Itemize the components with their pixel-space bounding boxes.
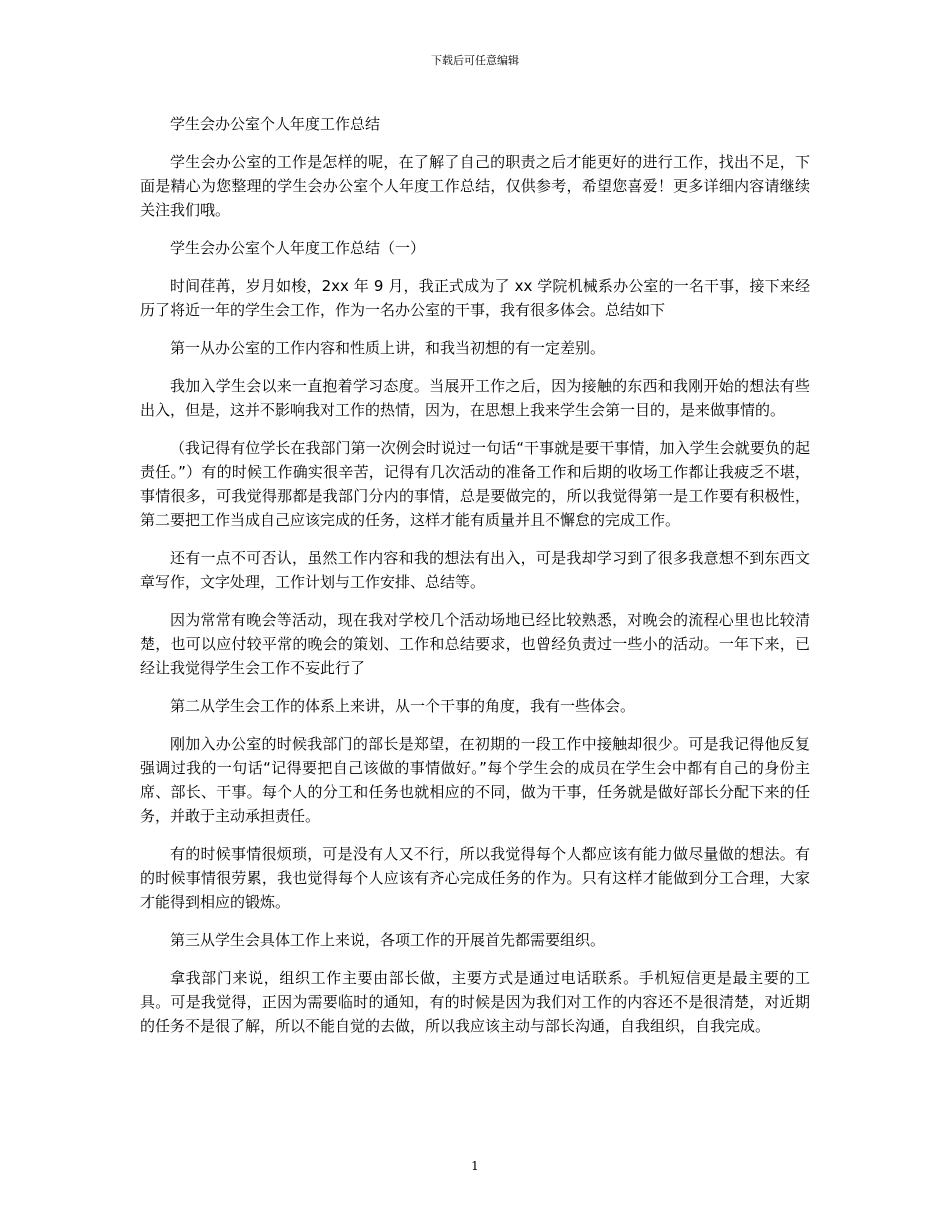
document-title-paragraph: 学生会办公室个人年度工作总结	[170, 115, 381, 133]
body-paragraph: 我加入学生会以来一直抱着学习态度。当展开工作之后，因为接触的东西和我刚开始的想法有些出入，但是，这并不影响我对工作的热情，因为，在思想上我来学生会第一目的，是来做事情的。	[140, 377, 810, 419]
body-paragraph: 因为常常有晚会等活动，现在我对学校几个活动场地已经比较熟悉，对晚会的流程心里也比较清楚，也可以应付较平常的晚会的策划、工作和总结要求，也曾经负责过一些小的活动。一年下来，已经让我觉得学生会工作不妄此行了	[140, 611, 810, 677]
point-heading-paragraph: 第二从学生会工作的体系上来讲，从一个干事的角度，我有一些体会。	[170, 697, 636, 715]
page-number: 1	[471, 1159, 479, 1173]
point-heading-paragraph: 第三从学生会具体工作上来说，各项工作的开展首先都需要组织。	[170, 931, 606, 949]
point-heading-paragraph: 第一从办公室的工作内容和性质上讲，和我当初想的有一定差别。	[170, 339, 606, 357]
document-body	[140, 112, 810, 1052]
body-paragraph: 时间荏苒，岁月如梭，2xx 年 9 月，我正式成为了 xx 学院机械系办公室的一名干事，接下来经历了将近一年的学生会工作，作为一名办公室的干事，我有很多体会。总结如下	[140, 277, 810, 319]
page-header: 下载后可任意编辑	[431, 54, 519, 67]
body-paragraph: 刚加入办公室的时候我部门的部长是郑望，在初期的一段工作中接触却很少。可是我记得他反复强调过我的一句话“记得要把自己该做的事情做好。”每个学生会的成员在学生会中都有自己的身份主席、部长、干事。每个人的分工和任务也就相应的不同，做为干事，任务就是做好部长分配下来的任务，并敢于主动承担责任。	[140, 735, 810, 825]
body-paragraph: 还有一点不可否认，虽然工作内容和我的想法有出入，可是我却学习到了很多我意想不到东西文章写作，文字处理，工作计划与工作安排、总结等。	[140, 549, 810, 591]
body-paragraph: 有的时候事情很烦琐，可是没有人又不行，所以我觉得每个人都应该有能力做尽量做的想法。有的时候事情很劳累，我也觉得每个人应该有齐心完成任务的作为。只有这样才能做到分工合理，大家才能得到相应的锻炼。	[140, 845, 810, 911]
body-paragraph: 拿我部门来说，组织工作主要由部长做，主要方式是通过电话联系。手机短信更是最主要的工具。可是我觉得，正因为需要临时的通知，有的时候是因为我们对工作的内容还不是很清楚，对近期的任务不是很了解，所以不能自觉的去做，所以我应该主动与部长沟通，自我组织，自我完成。	[140, 969, 810, 1035]
intro-paragraph: 学生会办公室的工作是怎样的呢，在了解了自己的职责之后才能更好的进行工作，找出不足，下面是精心为您整理的学生会办公室个人年度工作总结，仅供参考，希望您喜爱！更多详细内容请继续关注我们哦。	[140, 153, 810, 219]
body-paragraph: （我记得有位学长在我部门第一次例会时说过一句话“干事就是要干事情，加入学生会就要负的起责任。”）有的时候工作确实很辛苦，记得有几次活动的准备工作和后期的收场工作都让我疲乏不堪，事情很多，可我觉得那都是我部门分内的事情，总是要做完的，所以我觉得第一是工作要有积极性，第二要把工作当成自己应该完成的任务，这样才能有质量并且不懈怠的完成工作。	[140, 439, 810, 529]
section-heading-paragraph: 学生会办公室个人年度工作总结（一）	[170, 239, 426, 257]
